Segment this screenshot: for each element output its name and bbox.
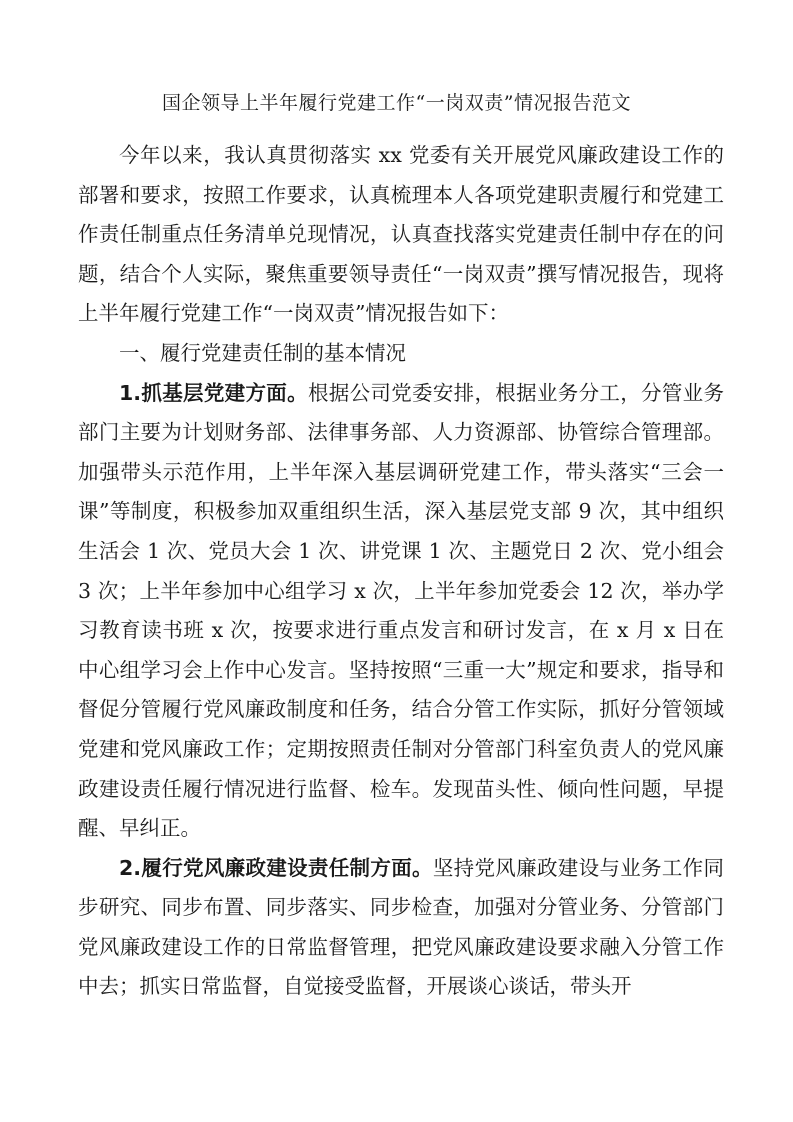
item1-body: 根据公司党委安排，根据业务分工，分管业务部门主要为计划财务部、法律事务部、人力资源部、协管综合管理部。加强带头示范作用，上半年深入基层调研党建工作，带头落实“三会一课”等制度，积极参加双重组织生活，深入基层党支部 9 次，其中组织生活会 1 次、党员大会 1 次、讲党课 1 次、主题党日 2 次、党小组会 3 次；上半年参加中心组学习 x 次，上半年参加党委会 12 次，举办学习教育读书班 x 次，按要求进行重点发言和研讨发言，在 x 月 x 日在中心组学习会上作中心发言。坚持按照“三重一大”规定和要求，指导和督促分管履行党风廉政制度和任务，结合分管工作实际，抓好分管领域党建和党风廉政工作；定期按照责任制对分管部门科室负责人的党风廉政建设责任履行情况进行监督、检车。发现苗头性、倾向性问题，早提醒、早纠正。: [78, 380, 725, 841]
intro-paragraph: 今年以来，我认真贯彻落实 xx 党委有关开展党风廉政建设工作的部署和要求，按照工作要求，认真梳理本人各项党建职责履行和党建工作责任制重点任务清单兑现情况，认真查找落实党建责任制中存在的问题，结合个人实际，聚焦重要领导责任“一岗双责”撰写情况报告，现将上半年履行党建工作“一岗双责”情况报告如下：: [78, 143, 724, 326]
item2-body: 坚持党风廉政建设与业务工作同步研究、同步布置、同步落实、同步检查，加强对分管业务、分管部门党风廉政建设工作的日常监督管理，把党风廉政建设要求融入分管工作中去；抓实日常监督，自觉接受监督，开展谈心谈话，带头开: [78, 855, 724, 999]
item2-paragraph: [78, 849, 724, 1007]
section-heading: [78, 334, 724, 374]
section-heading-text: 一、履行党建责任制的基本情况: [119, 340, 406, 365]
item1-lead: 1.抓基层党建方面。: [119, 380, 308, 405]
item2-lead: 2.履行党风廉政建设责任制方面。: [119, 855, 433, 880]
item1-paragraph: [78, 374, 724, 849]
document-title: 国企领导上半年履行党建工作“一岗双责”情况报告范文: [162, 92, 631, 114]
document-body: [78, 136, 724, 1007]
